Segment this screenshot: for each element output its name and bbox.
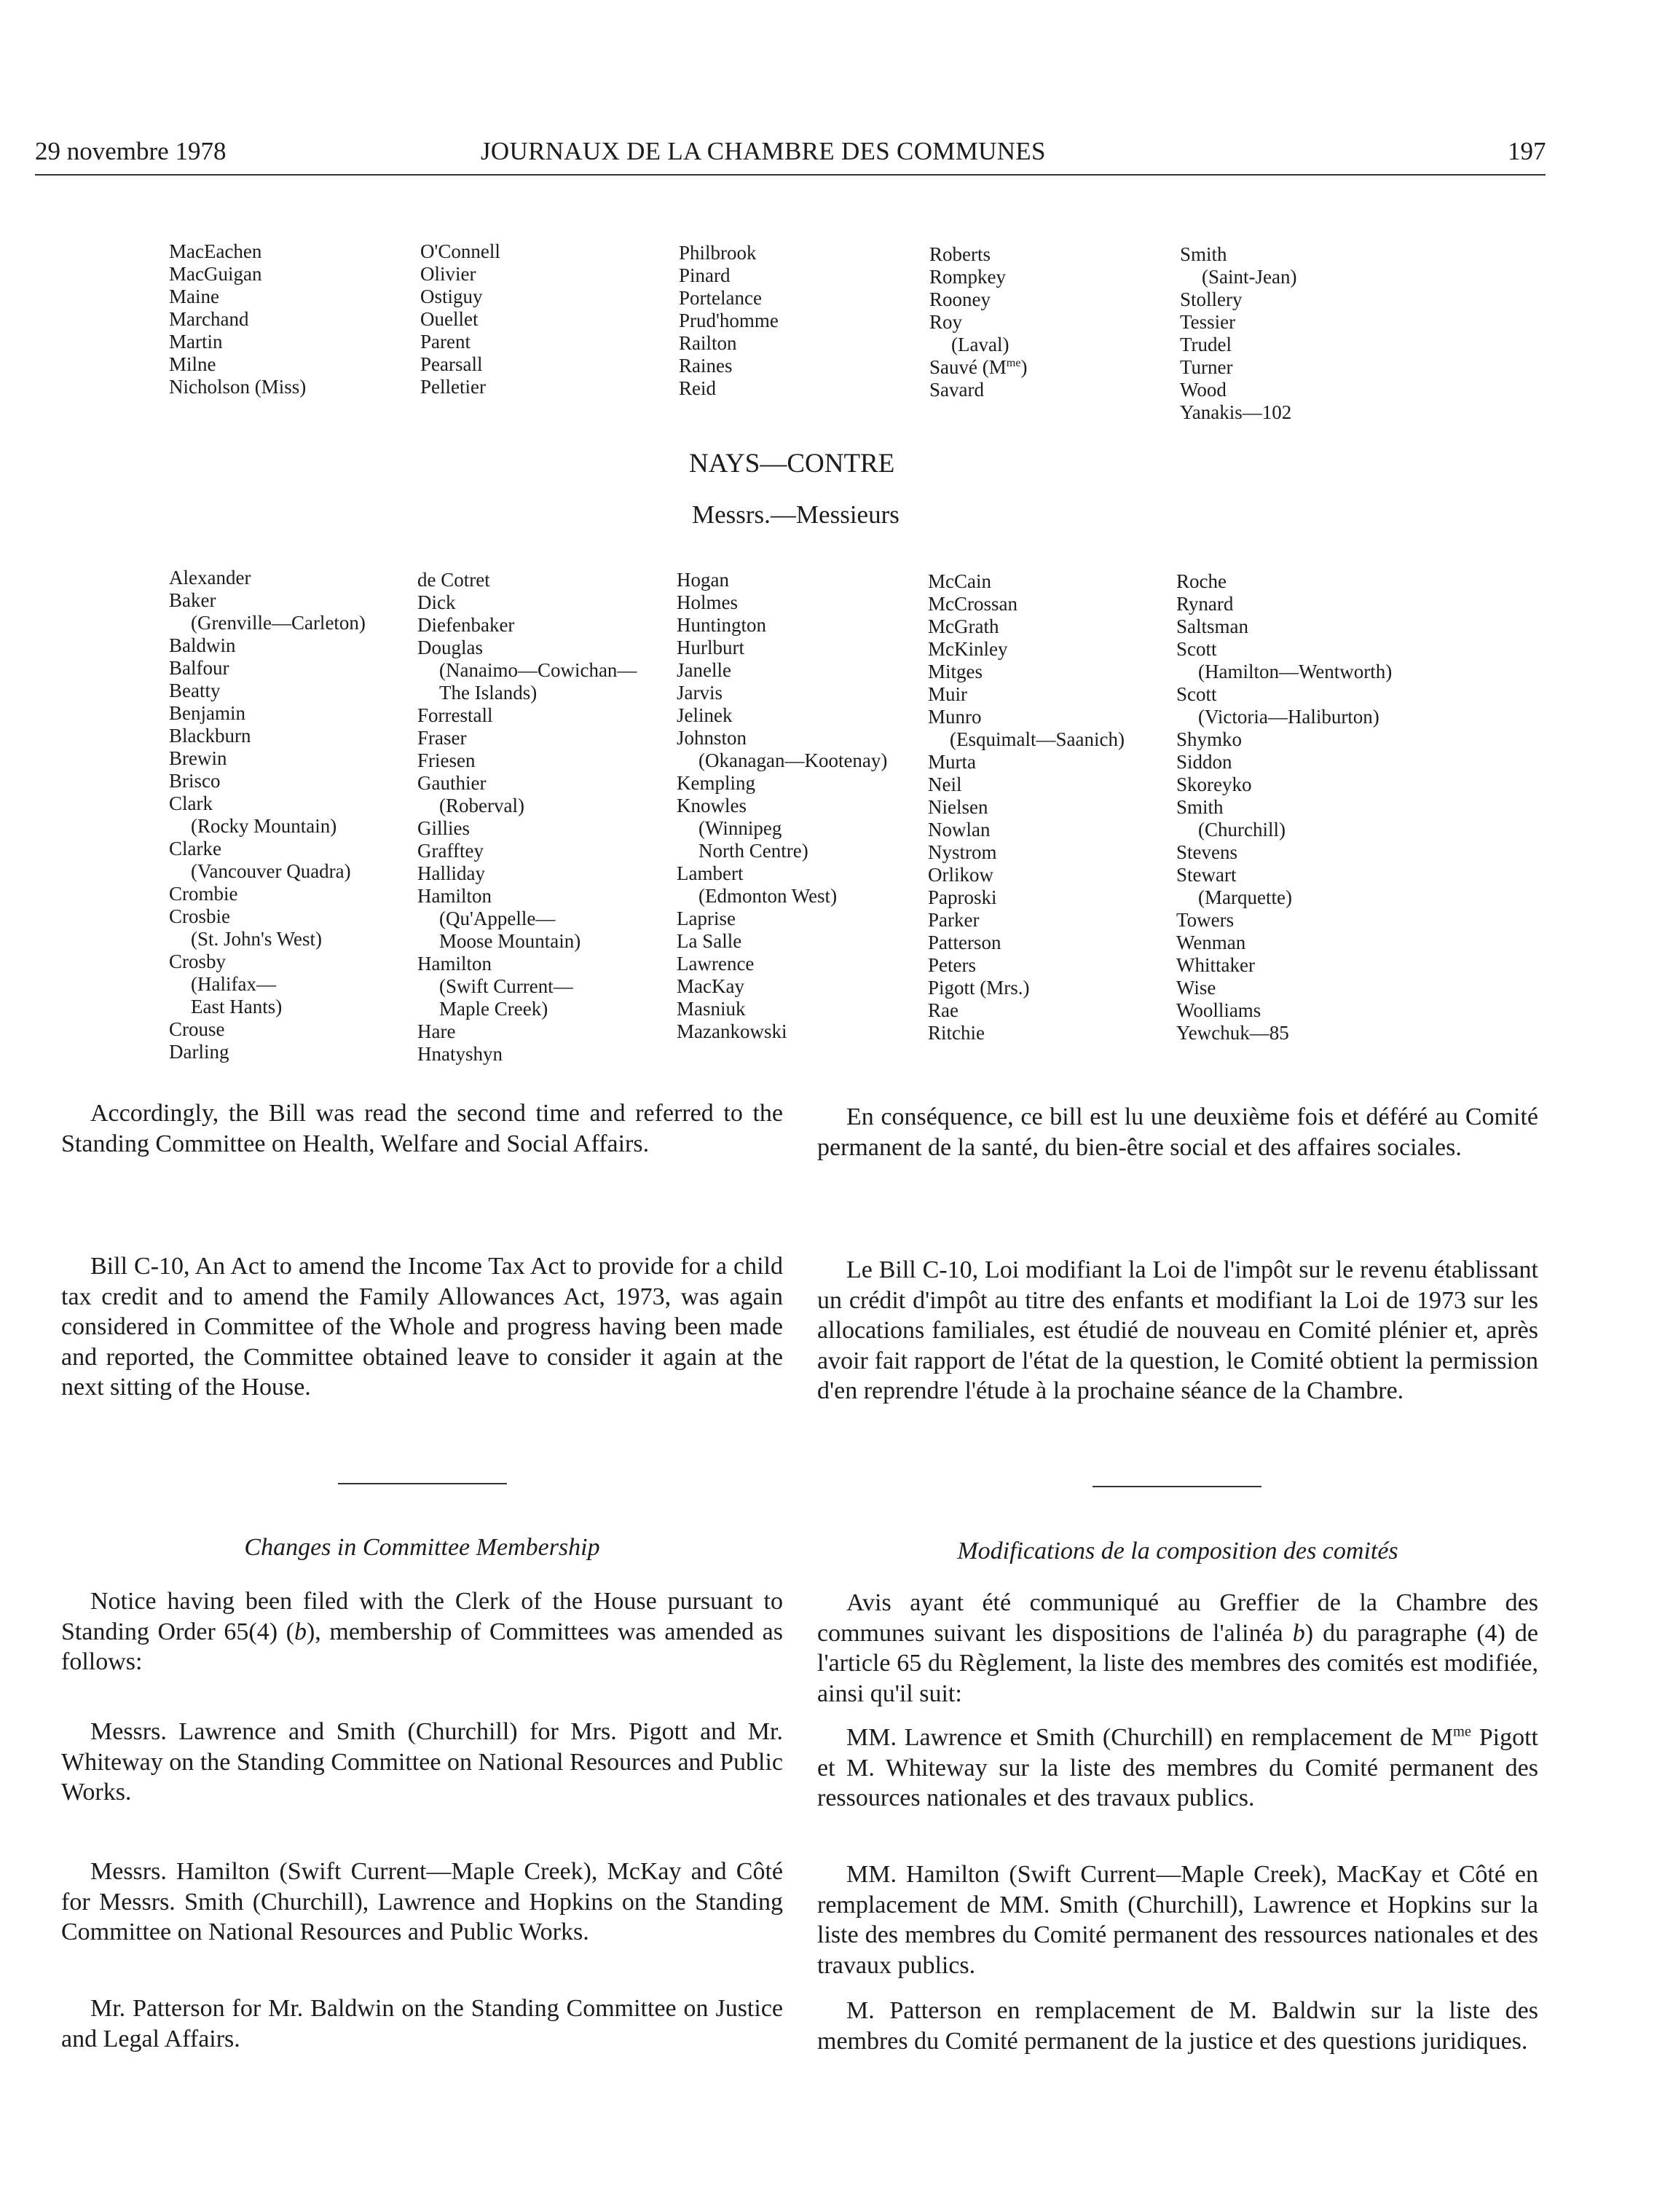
member-name: Parent [420,331,471,353]
member-name: La Salle [677,930,742,952]
member-name: Maine [169,286,219,307]
member-name: MacGuigan [169,263,262,285]
member-riding: (Roberval) [439,795,524,816]
fr-section-rule [1093,1486,1261,1487]
member-name: Friesen [417,749,476,771]
member-name: Savard [929,379,984,401]
member-name: McGrath [928,615,999,637]
member-name: Lambert [677,862,744,884]
member-name: Olivier [420,263,476,285]
member-name: Mazankowski [677,1020,787,1042]
nays-subheading: Messrs.—Messieurs [692,500,900,529]
member-name: Trudel [1180,334,1232,355]
member-name: Nystrom [928,841,997,863]
member-name: Whittaker [1176,954,1255,976]
member-name: Pigott (Mrs.) [928,977,1030,999]
nays-column-1 [169,567,366,1063]
page-number: 197 [1508,137,1546,165]
header-date: 29 novembre 1978 [35,137,227,165]
member-riding: (Victoria—Haliburton) [1198,706,1379,728]
member-name: MacKay [677,975,744,997]
member-riding: East Hants) [191,996,283,1018]
yeas-column-3 [679,242,779,400]
fr-membership-change-3: M. Patterson en remplacement de M. Baldwin sur la liste des membres du Comité permanent de la justice et des questions juridiques. [817,1997,1538,2055]
member-name: Nowlan [928,819,991,841]
member-name: Knowles [677,795,747,816]
member-riding: (Okanagan—Kootenay) [698,749,888,771]
member-name: Lawrence [677,953,755,975]
nays-heading: NAYS—CONTRE [689,449,895,479]
member-name: Pinard [679,264,731,286]
member-name: Halliday [417,862,485,884]
header-title: JOURNAUX DE LA CHAMBRE DES COMMUNES [481,137,1046,165]
yeas-column-5 [1180,243,1296,424]
member-name: Muir [928,683,967,705]
member-name: Pearsall [420,353,483,375]
member-name: Crombie [169,883,238,905]
member-name: Tessier [1180,311,1236,333]
member-riding: (Laval) [951,334,1009,355]
member-riding: (Saint-Jean) [1202,266,1297,288]
member-name: McKinley [928,638,1008,660]
member-name: Masniuk [677,998,746,1020]
member-name: Darling [169,1041,229,1063]
member-name: Brewin [169,747,227,769]
member-riding: North Centre) [698,840,808,862]
member-name: Scott [1176,638,1217,660]
member-name: Towers [1176,909,1235,931]
fr-membership-change-1: MM. Lawrence et Smith (Churchill) en remplacement de $M^{me}$ Pigott et M. Whiteway sur la liste des membres du Comité permanent des ressources nationales et des travaux publics. [817,1723,1538,1811]
member-riding: (Rocky Mountain) [191,815,337,837]
en-section-title: Changes in Committee Membership [244,1534,600,1561]
member-name: Janelle [677,659,731,681]
member-name: Orlikow [928,864,993,886]
member-name: Douglas [417,637,483,658]
vote-total: Yanakis—102 [1180,401,1292,423]
member-name: Gillies [417,817,470,839]
member-name: Munro [928,706,982,728]
member-name: Hogan [677,569,729,591]
member-name: Raines [679,355,733,377]
member-name: Blackburn [169,725,251,747]
member-riding: (St. John's West) [191,928,322,950]
member-name: Smith [1176,796,1224,818]
member-name: Ostiguy [420,286,483,307]
nays-column-4 [928,570,1125,1044]
member-name: Marchand [169,308,249,330]
member-name: Murta [928,751,976,773]
member-name: Philbrook [679,242,757,264]
member-name: Clark [169,792,213,814]
member-name: Hurlburt [677,637,744,658]
member-name: Baldwin [169,634,236,656]
member-name: Shymko [1176,728,1243,750]
fr-bill-referred-paragraph: En conséquence, ce bill est lu une deuxième fois et déféré au Comité permanent de la santé, du bien-être social et des affaires sociales. [817,1103,1538,1161]
member-name: McCrossan [928,593,1017,615]
member-name: Alexander [169,567,251,589]
member-name: Stevens [1176,841,1237,863]
member-riding: (Winnipeg [698,817,782,839]
member-name: Neil [928,774,962,795]
fr-bill-c10-paragraph: Le Bill C-10, Loi modifiant la Loi de l'impôt sur le revenu établissant un crédit d'impôt au titre des enfants et modifiant la Loi de 1973 sur les allocations familiales, est étudié de nouveau en Comité plénier et, après avoir fait rapport de l'état de la question, le Comité obtient la permission d'en reprendre l'étude à la prochaine séance de la Chambre. [817,1256,1538,1404]
nays-column-2 [417,569,637,1066]
member-name: Brisco [169,770,221,792]
member-name: Prud'homme [679,310,779,331]
fr-membership-change-2: MM. Hamilton (Swift Current—Maple Creek), MacKay et Côté en remplacement de MM. Smith (Churchill), Lawrence et Hopkins sur la liste des membres du Comité permanent des ressources nationales et des travaux publics. [817,1861,1538,1979]
member-name: Balfour [169,657,229,679]
yeas-column-4 [929,243,1028,401]
member-name: Ouellet [420,308,479,330]
member-name: Milne [169,353,216,375]
member-name: Peters [928,954,976,976]
member-riding: Moose Mountain) [439,930,581,952]
member-name: Hamilton [417,885,492,907]
member-riding: (Qu'Appelle— [439,908,556,929]
member-name: Stewart [1176,864,1237,886]
member-name: Wood [1180,379,1227,401]
member-name: Skoreyko [1176,774,1252,795]
member-name: Paproski [928,886,997,908]
en-notice-paragraph: Notice having been filed with the Clerk of the House pursuant to Standing Order 65(4) (b), membership of Committees was amended as follows: [61,1588,783,1675]
member-name: Holmes [677,591,738,613]
en-membership-change-2: Messrs. Hamilton (Swift Current—Maple Creek), McKay and Côté for Messrs. Smith (Churchill), Lawrence and Hopkins on the Standing Committee on National Resources and Public Works. [61,1858,783,1945]
member-name: Nielsen [928,796,988,818]
member-name: Turner [1180,356,1233,378]
member-name: Roche [1176,570,1227,592]
header-rule [35,174,1546,176]
member-name: Smith [1180,243,1227,265]
member-name: Crouse [169,1018,225,1040]
en-bill-referred-paragraph: Accordingly, the Bill was read the second time and referred to the Standing Committee on Health, Welfare and Social Affairs. [61,1100,783,1157]
member-name: Beatty [169,680,221,701]
member-riding: (Swift Current— [439,975,573,997]
member-name: Crosbie [169,905,230,927]
member-riding: (Halifax— [191,973,276,995]
en-bill-c10-paragraph: Bill C-10, An Act to amend the Income Tax Act to provide for a child tax credit and to amend the Family Allowances Act, 1973, was again considered in Committee of the Whole and progress having been made and reported, the Committee obtained leave to consider it again at the next sitting of the House. [61,1253,783,1401]
member-name: Hamilton [417,953,492,975]
nays-column-5 [1176,570,1392,1044]
member-name: Roberts [929,243,991,265]
member-name: Sauvé $(M^{me})$ [929,356,1028,378]
member-name: Stollery [1180,288,1243,310]
member-name: Rynard [1176,593,1234,615]
member-name: MacEachen [169,240,262,262]
en-membership-change-3: Mr. Patterson for Mr. Baldwin on the Standing Committee on Justice and Legal Affairs. [61,1995,783,2052]
member-name: O'Connell [420,240,500,262]
member-name: Dick [417,591,456,613]
member-name: Baker [169,589,216,611]
member-name: Wise [1176,977,1216,999]
member-name: Laprise [677,908,736,929]
en-membership-change-1: Messrs. Lawrence and Smith (Churchill) for Mrs. Pigott and Mr. Whiteway on the Standing Committee on National Resources and Public Works. [61,1718,783,1806]
member-name: Martin [169,331,223,353]
member-name: Woolliams [1176,999,1261,1021]
member-riding: (Edmonton West) [698,885,838,907]
member-name: Mitges [928,661,983,682]
yeas-column-1 [169,240,306,398]
nays-column-3 [677,569,887,1043]
member-riding: Maple Creek) [439,998,548,1020]
fr-notice-paragraph: Avis ayant été communiqué au Greffier de la Chambre des communes suivant les dispositions de l'alinéa b) du paragraphe (4) de l'article 65 du Règlement, la liste des membres des comités est modifiée, ainsi qu'il suit: [817,1589,1538,1707]
member-name: Hnatyshyn [417,1043,503,1065]
member-name: Crosby [169,950,227,972]
member-name: Jarvis [677,682,723,704]
member-name: de Cotret [417,569,490,591]
member-name: Siddon [1176,751,1232,773]
member-riding: (Vancouver Quadra) [191,860,351,882]
member-name: Johnston [677,727,747,749]
member-name: Rae [928,999,958,1021]
vote-total: Yewchuk—85 [1176,1022,1289,1044]
member-name: Scott [1176,683,1217,705]
member-name: Kempling [677,772,755,794]
member-name: Forrestall [417,704,493,726]
member-name: Rompkey [929,266,1006,288]
member-name: Clarke [169,838,221,859]
member-name: Parker [928,909,980,931]
yeas-column-2 [420,240,500,398]
member-name: Ritchie [928,1022,985,1044]
member-name: Rooney [929,288,991,310]
en-section-rule [338,1483,507,1484]
member-riding: (Nanaimo—Cowichan— [439,659,637,681]
member-name: Patterson [928,932,1001,953]
member-name: Grafftey [417,840,484,862]
member-riding: (Churchill) [1198,819,1286,841]
member-name: Saltsman [1176,615,1248,637]
member-name: Jelinek [677,704,733,726]
fr-section-title: Modifications de la composition des comités [957,1538,1398,1564]
member-name: Gauthier [417,772,487,794]
member-name: Pelletier [420,376,486,398]
member-name: Railton [679,332,737,354]
member-name: Fraser [417,727,467,749]
member-name: Reid [679,377,716,399]
member-name: Huntington [677,614,767,636]
member-name: Nicholson (Miss) [169,376,307,398]
member-name: Benjamin [169,702,245,724]
member-name: Portelance [679,287,762,309]
member-name: Wenman [1176,932,1246,953]
member-riding: (Marquette) [1198,886,1292,908]
member-riding: (Hamilton—Wentworth) [1198,661,1393,682]
member-name: Hare [417,1020,456,1042]
member-name: Roy [929,311,963,333]
member-name: Diefenbaker [417,614,515,636]
member-name: McCain [928,570,991,592]
member-riding: (Grenville—Carleton) [191,612,366,634]
member-riding: The Islands) [439,682,538,704]
member-riding: (Esquimalt—Saanich) [950,728,1125,750]
